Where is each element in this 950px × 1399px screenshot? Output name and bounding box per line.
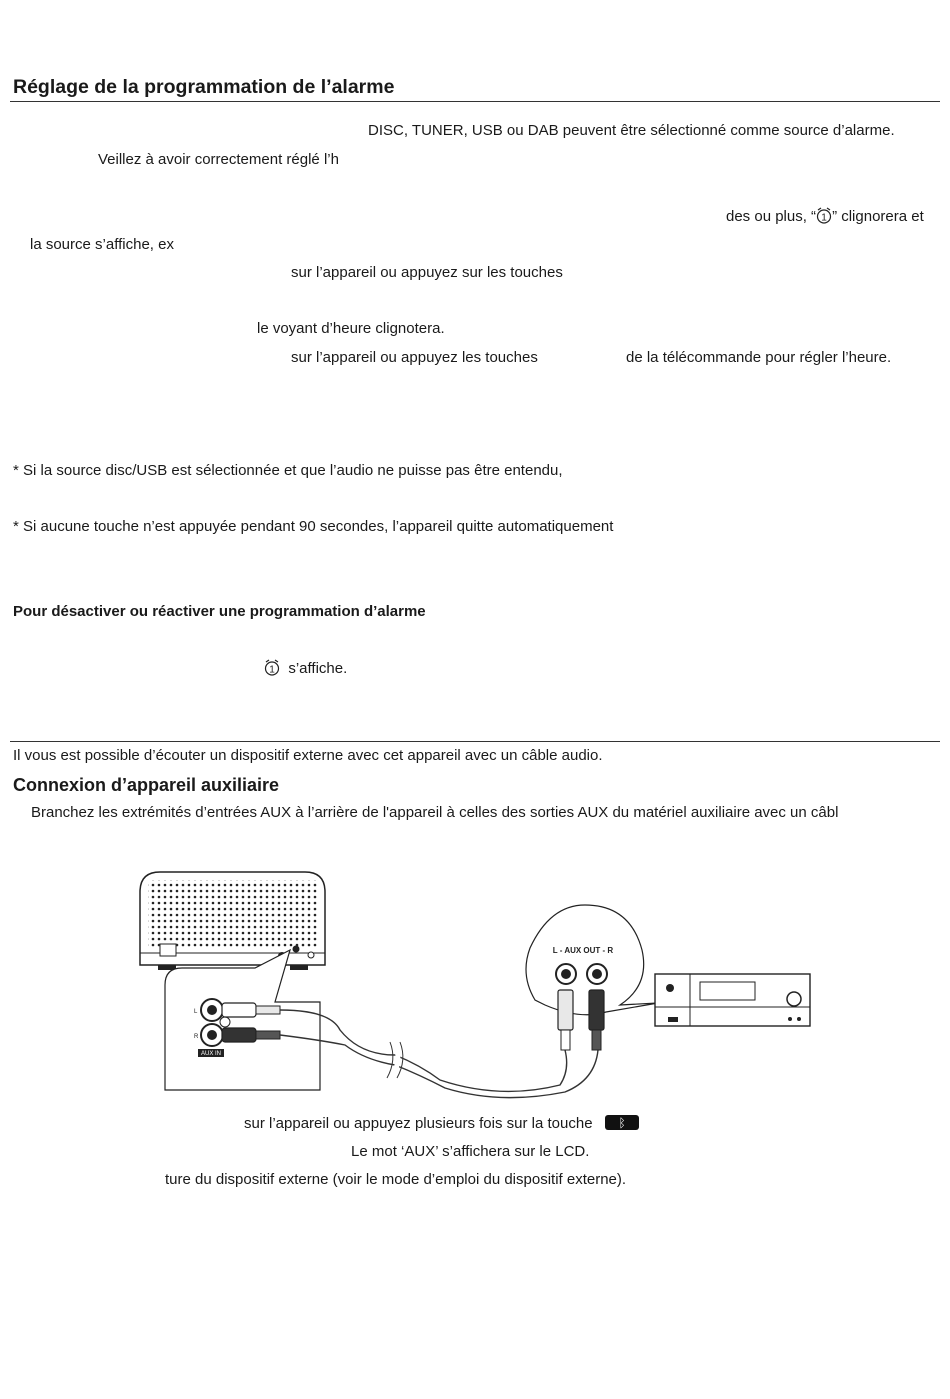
press-bt-key-label: sur l’appareil ou appuyez plusieurs fois sur la touche — [244, 1115, 593, 1132]
set-hour-text-b: de la télécommande pour régler l’heure. — [626, 349, 892, 366]
source-display-text: la source s’affiche, ex — [30, 236, 174, 253]
section-divider — [10, 101, 940, 102]
aux-section-title: Connexion d’appareil auxiliaire — [13, 775, 280, 795]
section-divider — [10, 741, 940, 742]
main-unit-illustration — [140, 872, 325, 970]
lcd-aux-text: Le mot ‘AUX’ s’affichera sur le LCD. — [351, 1143, 590, 1160]
alarm-clock-icon — [816, 207, 832, 224]
note-disc-usb: * Si la source disc/USB est sélectionnée et que l’audio ne puisse pas être entendu, — [13, 462, 563, 479]
bluetooth-key-icon: ᛒ — [605, 1115, 639, 1130]
press-keys-text: sur l’appareil ou appuyez sur les touches — [291, 264, 563, 281]
hold-text-start: des ou plus, “ — [726, 208, 817, 225]
svg-text:L: L — [194, 1009, 198, 1015]
hour-blink-text: le voyant d’heure clignotera. — [257, 320, 445, 337]
aux-in-zoom-bubble — [165, 950, 320, 1090]
svg-text:L - AUX OUT - R: L - AUX OUT - R — [552, 946, 614, 955]
toggle-alarm-title: Pour désactiver ou réactiver une programmation d’alarme — [13, 603, 426, 620]
audio-cable — [280, 1010, 598, 1098]
hold-text-end: ” clignorera et — [832, 208, 924, 225]
shows-label: s’affiche. — [288, 660, 348, 677]
hold-instruction-text — [726, 207, 924, 226]
svg-text:1: 1 — [269, 664, 275, 676]
note-timeout: * Si aucune touche n’est appuyée pendant 90 secondes, l’appareil quitte automatiquement — [13, 518, 614, 535]
clock-reminder-text: Veillez à avoir correctement réglé l’h — [98, 151, 339, 168]
alarm-shows-text — [264, 659, 347, 678]
alarm-section-title: Réglage de la programmation de l’alarme — [13, 76, 395, 98]
aux-intro-text: Il vous est possible d’écouter un dispositif externe avec cet appareil avec un câble audio. — [13, 747, 603, 764]
set-hour-text-a: sur l’appareil ou appuyez les touches — [291, 349, 538, 366]
svg-text:AUX IN: AUX IN — [200, 1051, 222, 1057]
press-bt-key-text — [244, 1115, 639, 1133]
aux-connect-text: Branchez les extrémités d’entrées AUX à l’arrière de l'appareil à celles des sorties AUX du matériel auxiliaire avec un câbl — [31, 804, 839, 821]
alarm-sources-text: DISC, TUNER, USB ou DAB peuvent être sélectionné comme source d’alarme. — [368, 122, 895, 139]
playback-text: ture du dispositif externe (voir le mode d’emploi du dispositif externe). — [165, 1171, 627, 1188]
svg-text:1: 1 — [821, 212, 827, 224]
alarm-clock-icon — [264, 659, 280, 676]
aux-out-zoom-bubble — [526, 905, 658, 1050]
svg-text:R: R — [194, 1034, 199, 1040]
aux-connection-diagram — [0, 860, 950, 1100]
external-device-illustration — [655, 974, 810, 1026]
